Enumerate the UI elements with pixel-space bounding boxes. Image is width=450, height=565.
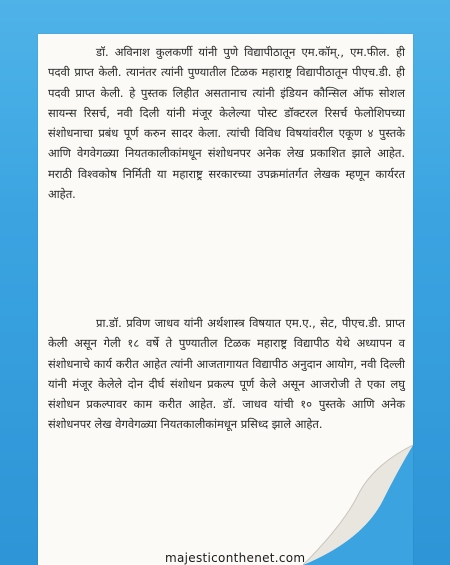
footer-website-url: majesticonthenet.com [165,551,306,565]
author-bio-2: प्रा.डॉ. प्रविण जाधव यांनी अर्थशास्त्र विषयात एम.ए., सेट, पीएच.डी. प्राप्त केली असून गेली १८ वर्षे ते पुण्यातील टिळक महाराष्ट्र विद्यापीठ येथे अध्यापन व संशोधनाचे कार्य करीत आहेत त्यांनी आजतागायत विद्यापीठ अनुदान आयोग, नवी दिल्ली यांनी मंजूर केलेले दोन दीर्घ संशोधन प्रकल्प पूर्ण केले असून आजरोजी ते एका लघु संशोधन प्रकल्पावर काम करीत आहेत. डॉ. जाधव यांची १० पुस्तके आणि अनेक संशोधनपर लेख वेगवेगळ्या नियतकालीकांमधून प्रसिध्द झाले आहेत. [48,316,405,432]
page-curl-graphic [303,445,413,565]
text-panel [38,34,413,565]
author-bio-1: डॉ. अविनाश कुलकर्णी यांनी पुणे विद्यापीठातून एम.कॉम्., एम.फील. ही पदवी प्राप्त केली. त्यानंतर त्यांनी पुण्यातील टिळक महाराष्ट्र विद्यापीठातून पीएच.डी. ही पदवी प्राप्त केली. हे पुस्तक लिहीत असतानाच त्यांनी इंडियन कौन्सिल ऑफ सोशल सायन्स रिसर्च, नवी दिली यांनी मंजूर केलेल्या पोस्ट डॉक्टरल रिसर्च फेलोशिपच्या संशोधनाचा प्रबंध पूर्ण करुन सादर केला. त्यांची विविध विषयांवरील एकूण ४ पुस्तके आणि वेगवेगळ्या नियतकालीकांमधून संशोधनपर अनेक लेख प्रकाशित झाले आहेत. मराठी विश्वकोष निर्मिती या महाराष्ट्र सरकारच्या उपक्रमांतर्गत लेखक म्हणून कार्यरत आहेत. [48,45,405,202]
